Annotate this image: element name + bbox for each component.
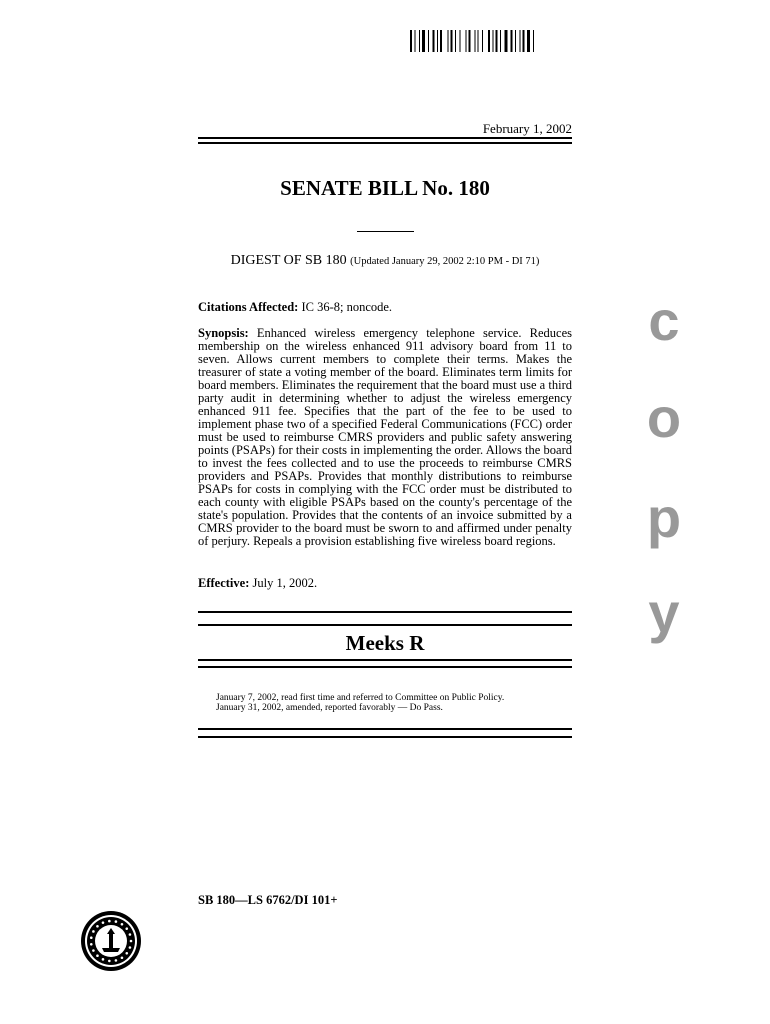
sponsor-rule-2 (198, 624, 572, 626)
bill-title: SENATE BILL No. 180 (280, 176, 490, 200)
history-entry: January 31, 2002, amended, reported favorably — Do Pass. (216, 703, 443, 713)
bill-footer: SB 180—LS 6762/DI 101+ (198, 893, 338, 907)
sponsor-rule-3 (198, 659, 572, 661)
sponsor-rule-4 (198, 666, 572, 668)
barcode-icon (410, 30, 588, 52)
effective-label: Effective: (198, 576, 250, 590)
digest-updated: (Updated January 29, 2002 2:10 PM - DI 71) (350, 256, 540, 267)
watermark-letter: p (646, 486, 682, 549)
history-rule-top (198, 728, 572, 730)
history-entry: January 7, 2002, read first time and referred to Committee on Public Policy. (216, 693, 505, 703)
sponsor-name: Meeks R (345, 631, 425, 655)
title-underline (357, 231, 414, 232)
history-rule-bottom (198, 736, 572, 738)
watermark-letter: y (648, 581, 680, 644)
citations-text: IC 36-8; noncode. (298, 300, 393, 314)
synopsis-text: Enhanced wireless emergency telephone service. Reduces membership on the wireless enhanced 911 advisory board from 11 to seven. Allows current members to complete their terms. Makes the treasurer of state a voting member of the board. Eliminates term limits for board members. Eliminates the requirement that the board must use a third party audit in determining whether to adjust the wireless emergency enhanced 911 fee. Specifies that the part of the fee to be used to implement phase two of a specified Federal Communications (FCC) order must be used to reimburse CMRS providers and public safety answering points (PSAPs) for their costs in implementing the order. Allows the board to invest the fees collected and to use the proceeds to reimburse CMRS providers and PSAPs. Provides that monthly distributions to reimburse PSAPs for costs in complying with the FCC order must be distributed to each county with eligible PSAPs based on the county's percentage of the state's population. Provides that the contents of an invoice submitted by a CMRS provider to the board must be sworn to and affirmed under penalty of perjury. Repeals a provision establishing five wireless board regions. (198, 326, 572, 548)
synopsis-label: Synopsis: (198, 326, 249, 340)
citations-affected (198, 301, 572, 314)
effective-date (198, 577, 572, 590)
document-date: February 1, 2002 (482, 121, 572, 136)
synopsis (198, 327, 572, 548)
watermark-letter: c (648, 289, 680, 352)
watermark-letter: o (646, 386, 682, 449)
header-rule-top (198, 137, 572, 139)
header-rule-bottom (198, 142, 572, 144)
digest-main: DIGEST OF SB 180 (230, 253, 347, 268)
citations-label: Citations Affected: (198, 300, 299, 314)
legislative-history (216, 693, 566, 713)
state-seal-icon (80, 910, 142, 972)
effective-text: July 1, 2002. (249, 576, 318, 590)
sponsor-rule-1 (198, 611, 572, 613)
digest-heading (198, 253, 572, 269)
